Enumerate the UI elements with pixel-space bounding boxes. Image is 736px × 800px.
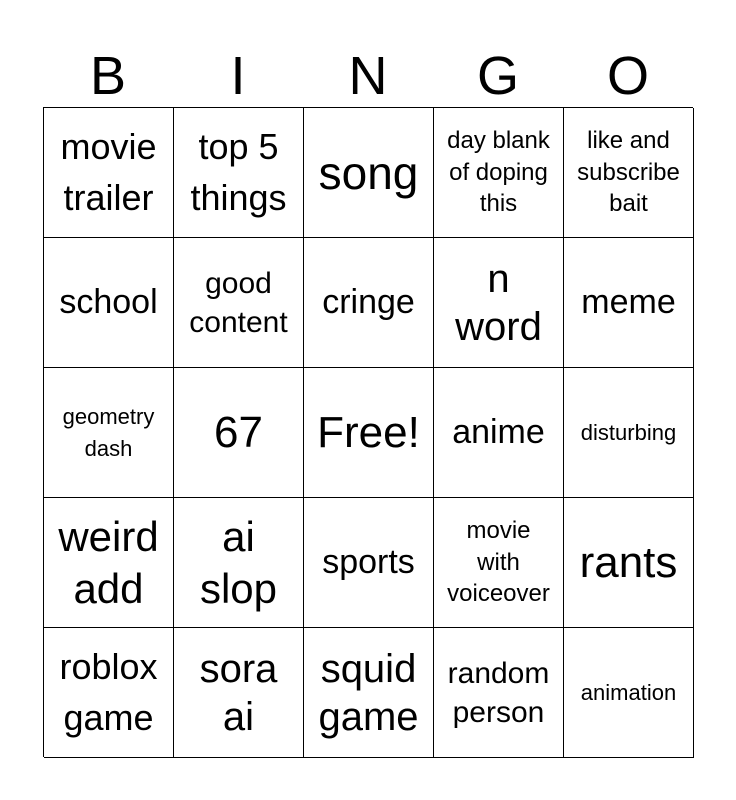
cell-text: like and subscribe bait bbox=[577, 126, 680, 218]
bingo-cell-r2-c3[interactable] bbox=[304, 238, 434, 368]
bingo-board bbox=[43, 107, 693, 757]
bingo-cell-r2-c1[interactable] bbox=[44, 238, 174, 368]
cell-text: movie with voiceover bbox=[447, 516, 550, 608]
header-letter-b: B bbox=[89, 46, 127, 106]
cell-text: disturbing bbox=[580, 419, 677, 445]
cell-text: day blank of doping this bbox=[447, 126, 550, 218]
bingo-cell-r4-c1[interactable] bbox=[44, 498, 174, 628]
cell-text: song bbox=[318, 146, 419, 199]
bingo-cell-r4-c5[interactable] bbox=[564, 498, 694, 628]
cell-text: random person bbox=[447, 656, 550, 729]
header-letter-n: N bbox=[348, 46, 388, 106]
cell-text: n word bbox=[455, 256, 542, 349]
bingo-cell-r5-c2[interactable] bbox=[174, 628, 304, 758]
bingo-cell-r5-c1[interactable] bbox=[44, 628, 174, 758]
cell-text: geometry dash bbox=[62, 403, 155, 461]
bingo-cell-r5-c4[interactable] bbox=[434, 628, 564, 758]
bingo-cell-r2-c4[interactable] bbox=[434, 238, 564, 368]
cell-text: animation bbox=[580, 679, 677, 705]
cell-text: sports bbox=[322, 543, 415, 582]
bingo-cell-r5-c3[interactable] bbox=[304, 628, 434, 758]
bingo-cell-r4-c4[interactable] bbox=[434, 498, 564, 628]
bingo-cell-r3-c4[interactable] bbox=[434, 368, 564, 498]
header-letter-g: G bbox=[476, 46, 519, 106]
bingo-cell-r1-c1[interactable] bbox=[44, 108, 174, 238]
bingo-header bbox=[43, 45, 693, 107]
bingo-cell-r2-c5[interactable] bbox=[564, 238, 694, 368]
cell-text: good content bbox=[189, 266, 288, 339]
bingo-cell-r2-c2[interactable] bbox=[174, 238, 304, 368]
bingo-cell-r1-c3[interactable] bbox=[304, 108, 434, 238]
bingo-cell-r3-c2[interactable] bbox=[174, 368, 304, 498]
cell-text: sora ai bbox=[199, 646, 278, 739]
bingo-cell-r1-c5[interactable] bbox=[564, 108, 694, 238]
cell-text: anime bbox=[452, 413, 545, 452]
cell-text: meme bbox=[581, 283, 676, 322]
bingo-cell-r1-c2[interactable] bbox=[174, 108, 304, 238]
header-letter-o: O bbox=[606, 46, 649, 106]
cell-text: cringe bbox=[322, 283, 415, 322]
bingo-cell-r1-c4[interactable] bbox=[434, 108, 564, 238]
cell-text: school bbox=[59, 283, 158, 322]
cell-text: roblox game bbox=[59, 646, 158, 738]
bingo-cell-r3-c1[interactable] bbox=[44, 368, 174, 498]
cell-text: movie trailer bbox=[60, 126, 157, 218]
bingo-cell-r5-c5[interactable] bbox=[564, 628, 694, 758]
bingo-cell-r4-c3[interactable] bbox=[304, 498, 434, 628]
cell-text: rants bbox=[579, 537, 678, 587]
cell-text: Free! bbox=[317, 407, 420, 457]
bingo-cell-r4-c2[interactable] bbox=[174, 498, 304, 628]
cell-text: ai slop bbox=[199, 513, 278, 612]
cell-text: squid game bbox=[318, 646, 419, 739]
header-letter-i: I bbox=[230, 46, 246, 106]
cell-text: weird add bbox=[58, 513, 159, 612]
cell-text: top 5 things bbox=[190, 126, 287, 218]
bingo-cell-r3-c5[interactable] bbox=[564, 368, 694, 498]
cell-text: 67 bbox=[214, 407, 263, 457]
bingo-cell-r3-c3[interactable] bbox=[304, 368, 434, 498]
